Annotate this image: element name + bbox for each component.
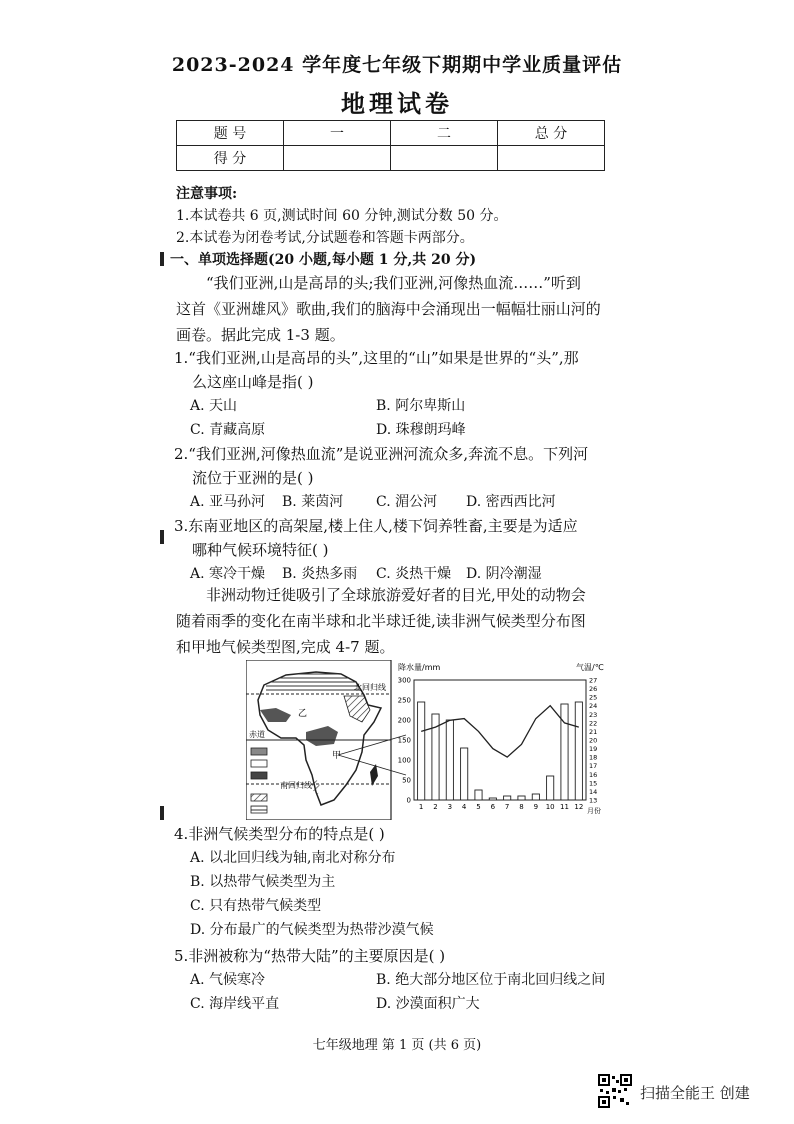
month-tick-label: 6 — [490, 803, 496, 811]
option[interactable]: A. 气候寒冷 — [190, 972, 266, 988]
precipitation-bar — [504, 796, 511, 800]
option[interactable]: A. 亚马孙河 — [190, 494, 266, 510]
precipitation-bar — [547, 776, 554, 800]
label-yi: 乙 — [298, 709, 308, 719]
question-stem: 4.非洲气候类型分布的特点是( ) — [174, 825, 385, 843]
option[interactable]: C. 湄公河 — [376, 494, 438, 510]
precipitation-bars — [418, 702, 583, 800]
month-tick-label: 7 — [504, 803, 510, 811]
left-tick-label: 50 — [402, 776, 411, 785]
score-cell-part1: 一 — [284, 121, 391, 146]
option[interactable]: A. 寒冷干燥 — [190, 566, 266, 582]
label-tropic-capricorn: 南回归线 — [280, 781, 312, 790]
option[interactable]: C. 青藏高原 — [190, 422, 266, 438]
question-stem: 流位于亚洲的是( ) — [192, 469, 314, 487]
scanner-watermark: 扫描全能王 创建 — [640, 1084, 750, 1102]
precipitation-bar — [475, 790, 482, 800]
label-jia: 甲 — [332, 751, 342, 761]
question-stem: 么这座山峰是指( ) — [192, 373, 314, 391]
question-stem: 2.“我们亚洲,河像热血流”是说亚洲河流众多,奔流不息。下列河 — [174, 445, 589, 463]
month-labels — [419, 803, 583, 811]
right-tick-label: 14 — [589, 787, 598, 796]
month-tick-label: 11 — [560, 803, 569, 811]
precipitation-bar — [446, 720, 453, 800]
score-blank — [284, 146, 391, 171]
figure — [246, 660, 612, 820]
option[interactable]: A. 天山 — [190, 398, 238, 414]
month-tick-label: 3 — [447, 803, 453, 811]
month-tick-label: 10 — [545, 803, 555, 811]
right-tick-label: 20 — [589, 736, 598, 745]
legend-swatch — [251, 772, 267, 779]
month-tick-label: 4 — [461, 803, 467, 811]
left-tick-label: 250 — [397, 696, 411, 705]
score-table-score-row — [177, 146, 605, 171]
option[interactable]: B. 莱茵河 — [282, 494, 344, 510]
left-axis-ticks — [398, 677, 411, 805]
right-tick-label: 27 — [589, 676, 598, 685]
left-tick-label: 150 — [397, 736, 411, 745]
precipitation-bar — [561, 704, 568, 800]
legend-swatch — [251, 794, 267, 801]
option[interactable]: B. 阿尔卑斯山 — [376, 398, 466, 414]
passage-line: “我们亚洲,山是高昂的头;我们亚洲,河像热血流……”听到 — [206, 274, 581, 292]
right-tick-label: 13 — [589, 796, 598, 805]
question-stem: 5.非洲被称为“热带大陆”的主要原因是( ) — [174, 947, 446, 965]
month-tick-label: 12 — [574, 803, 584, 811]
temperature-line — [421, 706, 579, 757]
question-stem: 1.“我们亚洲,山是高昂的头”,这里的“山”如果是世界的“头”,那 — [174, 349, 579, 367]
score-table — [176, 120, 605, 171]
margin-mark — [160, 530, 164, 544]
month-tick-label: 9 — [533, 803, 539, 811]
month-tick-label: 1 — [418, 803, 424, 811]
margin-mark — [160, 252, 164, 266]
passage-line: 和甲地气候类型图,完成 4-7 题。 — [176, 638, 395, 656]
left-tick-label: 0 — [406, 796, 411, 805]
option[interactable]: D. 阴冷潮湿 — [466, 566, 542, 582]
left-tick-label: 200 — [397, 716, 411, 725]
score-cell-label: 题 号 — [177, 121, 284, 146]
right-tick-label: 19 — [589, 745, 598, 754]
passage-line: 画卷。据此完成 1-3 题。 — [176, 326, 345, 344]
month-tick-label: 2 — [433, 803, 438, 811]
right-tick-label: 23 — [589, 710, 598, 719]
right-tick-label: 22 — [589, 719, 598, 728]
precipitation-bar — [489, 798, 496, 800]
note-item: 2.本试卷为闭卷考试,分试题卷和答题卡两部分。 — [176, 230, 474, 246]
score-cell-total: 总 分 — [498, 121, 605, 146]
chart-left-axis-title: 降水量/mm — [398, 663, 441, 672]
section-heading: 一、单项选择题(20 小题,每小题 1 分,共 20 分) — [170, 252, 477, 268]
score-blank — [391, 146, 498, 171]
right-tick-label: 21 — [589, 727, 598, 736]
score-row-label: 得 分 — [177, 146, 284, 171]
passage-line: 这首《亚洲雄风》歌曲,我们的脑海中会涌现出一幅幅壮丽山河的 — [176, 300, 601, 318]
score-cell-part2: 二 — [391, 121, 498, 146]
margin-mark — [160, 806, 164, 820]
option[interactable]: D. 珠穆朗玛峰 — [376, 422, 466, 438]
page-footer: 七年级地理 第 1 页 (共 6 页) — [312, 1038, 482, 1053]
right-tick-label: 25 — [589, 693, 598, 702]
option[interactable]: C. 炎热干燥 — [376, 566, 452, 582]
month-unit-label: 月份 — [587, 807, 601, 815]
option[interactable]: D. 分布最广的气候类型为热带沙漠气候 — [190, 922, 434, 938]
legend-swatch — [251, 760, 267, 767]
right-tick-label: 15 — [589, 779, 598, 788]
right-axis-ticks — [589, 677, 597, 805]
option[interactable]: D. 沙漠面积广大 — [376, 996, 480, 1012]
right-tick-label: 18 — [589, 753, 598, 762]
option[interactable]: B. 绝大部分地区位于南北回归线之间 — [376, 972, 606, 988]
option[interactable]: C. 只有热带气候类型 — [190, 898, 322, 914]
subject-title: 地理试卷 — [341, 89, 453, 118]
option[interactable]: A. 以北回归线为轴,南北对称分布 — [190, 850, 396, 866]
legend-swatch — [251, 806, 267, 813]
label-tropic-cancer: 北回归线 — [354, 683, 386, 692]
qr-code-icon — [598, 1074, 632, 1108]
right-tick-label: 26 — [589, 685, 598, 694]
left-tick-label: 300 — [397, 676, 411, 685]
left-tick-label: 100 — [397, 756, 411, 765]
month-tick-label: 5 — [476, 803, 481, 811]
exam-title: 2023-2024 学年度七年级下期期中学业质量评估 — [171, 54, 623, 76]
chart-right-axis-title: 气温/℃ — [576, 663, 604, 672]
month-tick-label: 8 — [519, 803, 524, 811]
score-table-header-row — [177, 121, 605, 146]
option[interactable]: B. 以热带气候类型为主 — [190, 874, 336, 890]
precipitation-bar — [575, 702, 582, 800]
passage-line: 随着雨季的变化在南半球和北半球迁徙,读非洲气候类型分布图 — [176, 612, 586, 630]
precipitation-bar — [518, 796, 525, 800]
precipitation-bar — [532, 794, 539, 800]
note-item: 1.本试卷共 6 页,测试时间 60 分钟,测试分数 50 分。 — [176, 208, 508, 224]
right-tick-label: 16 — [589, 770, 598, 779]
question-stem: 哪种气候环境特征( ) — [192, 541, 329, 559]
option[interactable]: D. 密西西比河 — [466, 494, 556, 510]
precipitation-bar — [418, 702, 425, 800]
label-equator: 赤道 — [249, 730, 265, 739]
option[interactable]: B. 炎热多雨 — [282, 566, 358, 582]
chart-frame — [414, 680, 586, 800]
notes-heading: 注意事项: — [176, 186, 238, 202]
legend-swatch — [251, 748, 267, 755]
passage-line: 非洲动物迁徙吸引了全球旅游爱好者的目光,甲处的动物会 — [206, 586, 586, 604]
score-blank — [498, 146, 605, 171]
right-tick-label: 24 — [589, 702, 598, 711]
precipitation-bar — [461, 748, 468, 800]
option[interactable]: C. 海岸线平直 — [190, 996, 280, 1012]
question-stem: 3.东南亚地区的高架屋,楼上住人,楼下饲养牲畜,主要是为适应 — [174, 517, 578, 535]
right-tick-label: 17 — [589, 762, 598, 771]
